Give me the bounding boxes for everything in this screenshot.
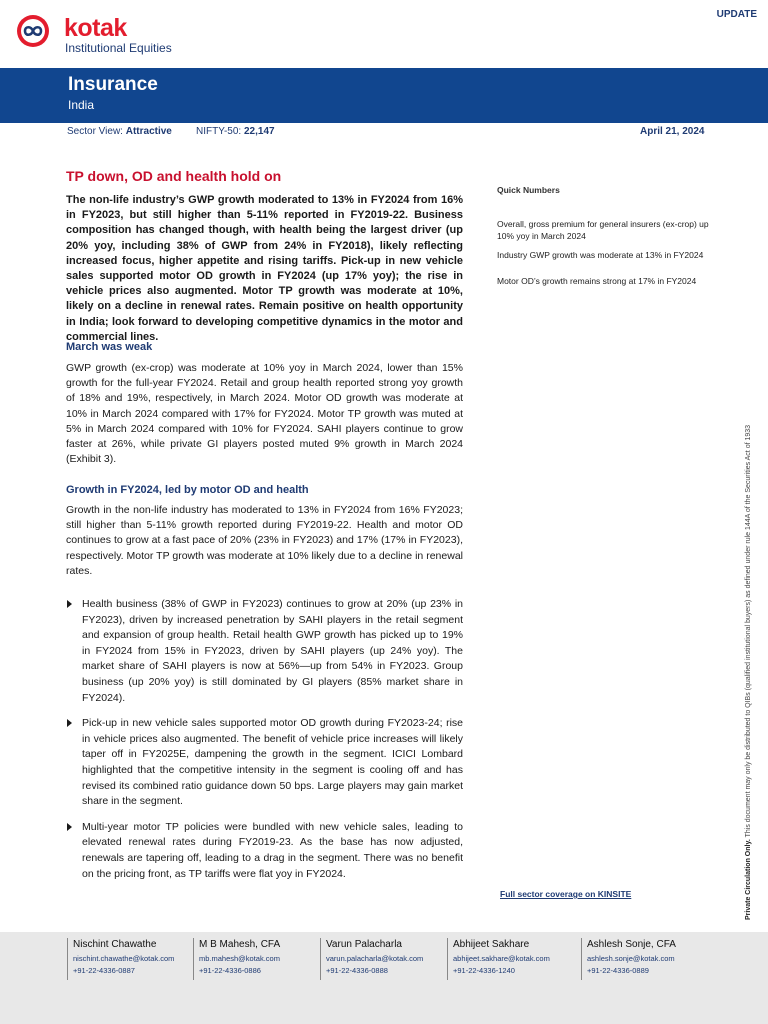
section-heading-growth: Growth in FY2024, led by motor OD and health	[66, 484, 309, 496]
section-heading-march: March was weak	[66, 341, 153, 353]
lead-paragraph: The non-life industry’s GWP growth moderated to 13% in FY2024 from 16% in FY2023, but still higher than 5-11% reported in FY2019-22. Business composition has changed though, with health being the largest driver (up 20% yoy, including 38% of GWP from 24% in FY2018), likely reflecting increased focus, higher appetite and rising tariffs. Pick-up in new vehicle sales supported motor OD growth in FY2024 (up 17% yoy); the rise in vehicle prices also augmented. Motor TP growth was moderate at 10%, likely on a decline in renewal rates. Remain positive on health opportunity in India; look forward to developing competitive dynamics in the motor and commercial lines.	[66, 194, 463, 343]
section-body-growth: Growth in the non-life industry has moderated to 13% in FY2024 from 16% FY2023; still higher than 5-11% growth reported during FY2019-22. Health and motor OD continues to grow at a fast pace of 20% (23% in FY2023) and 17% (17% in FY2023), respectively. Motor TP growth was moderate at 10% likely due to a decline in renewal rates.	[66, 504, 463, 577]
analyst-phone: +91-22-4336-0889	[587, 966, 649, 975]
quick-number-item: Overall, gross premium for general insurers (ex-crop) up 10% yoy in March 2024	[497, 219, 709, 241]
analyst-phone: +91-22-4336-1240	[453, 966, 515, 975]
kinsite-coverage-link[interactable]: Full sector coverage on KINSITE	[500, 889, 632, 899]
analyst-footer	[0, 932, 768, 1024]
analyst-name: Ashlesh Sonje, CFA	[587, 939, 676, 950]
country-subtitle: India	[68, 98, 95, 112]
quick-number-item: Industry GWP growth was moderate at 13% in FY2024	[497, 250, 704, 260]
sector-title: Insurance	[68, 74, 158, 95]
analyst-card	[67, 938, 174, 980]
disclaimer-bold: Private Circulation Only.	[745, 839, 752, 920]
section-body-march: GWP growth (ex-crop) was moderate at 10% yoy in March 2024, lower than 15% growth for the full-year FY2024. Retail and group health reported strong yoy growth of 18% and 19%, respectively, in March 2024. Motor OD growth was moderate at 10% in March 2024 compared with 17% for FY2024. Motor TP growth was muted at 5% in March 2024 compared with 10% for FY2024. SAHI players continue to grow faster at 26%, while private GI players posted muted 9% growth in March 2024 (Exhibit 3).	[66, 362, 463, 466]
analyst-email[interactable]: nischint.chawathe@kotak.com	[73, 954, 175, 963]
analyst-name: Nischint Chawathe	[73, 939, 157, 950]
sector-view-label: Sector View:	[67, 126, 126, 137]
analyst-card	[581, 938, 676, 980]
bullet-text: Multi-year motor TP policies were bundled with new vehicle sales, leading to elevated renewal rates during FY2019-23. As the base has now adjusted, renewals are tapering off, leading to a drag in the segment. There was no benefit on the pricing front, as TP tariffs were flat yoy in FY2024.	[82, 820, 463, 880]
brand-subtitle: Institutional Equities	[65, 41, 172, 55]
report-date: April 21, 2024	[640, 126, 705, 137]
bullet-text: Health business (38% of GWP in FY2023) continues to grow at 20% (up 23% in FY2023), driven by increased penetration by SAHI players in the retail segment and expansion of group health. Retail health GWP growth has picked up to 19% in FY2024 from 15% in FY2023, driven by SAHI players (up 24% yoy). The market share of SAHI players is now at 56%—up from 54% in FY2023. Group business (up 20% yoy) is still dominated by GI players (85% market share in FY2024).	[82, 598, 463, 704]
bullet-text: Pick-up in new vehicle sales supported motor OD growth during FY2023-24; rise in vehicle prices also augmented. The benefit of vehicle price increases will likely taper off in FY2025E, dampening the growth in the segment. ICICI Lombard highlighted that the competitive intensity in the segment is cooling off and has revised its combined ratio guidance down 50 bps. Large players may gain market share in the segment.	[82, 717, 463, 808]
nifty-label: NIFTY-50:	[196, 126, 244, 137]
analyst-card	[193, 938, 280, 980]
sector-view	[67, 126, 172, 137]
triangle-bullet-icon	[67, 600, 72, 608]
triangle-bullet-icon	[67, 823, 72, 831]
kotak-infinity-icon	[16, 14, 50, 48]
analyst-card	[447, 938, 550, 980]
sector-view-value: Attractive	[125, 126, 172, 137]
sector-banner	[0, 68, 768, 123]
bullet-item	[66, 597, 463, 706]
nifty-index	[196, 126, 275, 137]
analyst-phone: +91-22-4336-0887	[73, 966, 135, 975]
disclaimer-text: This document may only be distributed to QIBs (qualified institutional buyers) as defined under rule 144A of the Securities Act of 1933	[745, 424, 752, 840]
analyst-phone: +91-22-4336-0886	[199, 966, 261, 975]
bullet-item	[66, 716, 463, 810]
brand-name: kotak	[64, 14, 127, 42]
analyst-name: Abhijeet Sakhare	[453, 939, 530, 950]
analyst-email[interactable]: ashlesh.sonje@kotak.com	[587, 954, 675, 963]
analyst-phone: +91-22-4336-0888	[326, 966, 388, 975]
triangle-bullet-icon	[67, 719, 72, 727]
analyst-email[interactable]: abhijeet.sakhare@kotak.com	[453, 954, 550, 963]
analyst-card	[320, 938, 423, 980]
quick-numbers-title: Quick Numbers	[497, 185, 560, 195]
quick-number-item: Motor OD’s growth remains strong at 17% in FY2024	[497, 276, 697, 286]
kotak-logo	[16, 14, 176, 54]
nifty-value: 22,147	[243, 126, 275, 137]
analyst-name: M B Mahesh, CFA	[199, 939, 281, 950]
bullet-item	[66, 820, 463, 882]
analyst-name: Varun Palacharla	[326, 939, 402, 950]
article-headline: TP down, OD and health hold on	[66, 168, 282, 184]
update-label: UPDATE	[716, 9, 757, 20]
analyst-email[interactable]: varun.palacharla@kotak.com	[326, 954, 424, 963]
circulation-disclaimer	[745, 400, 752, 920]
bullet-list	[66, 597, 463, 892]
analyst-email[interactable]: mb.mahesh@kotak.com	[199, 954, 280, 963]
